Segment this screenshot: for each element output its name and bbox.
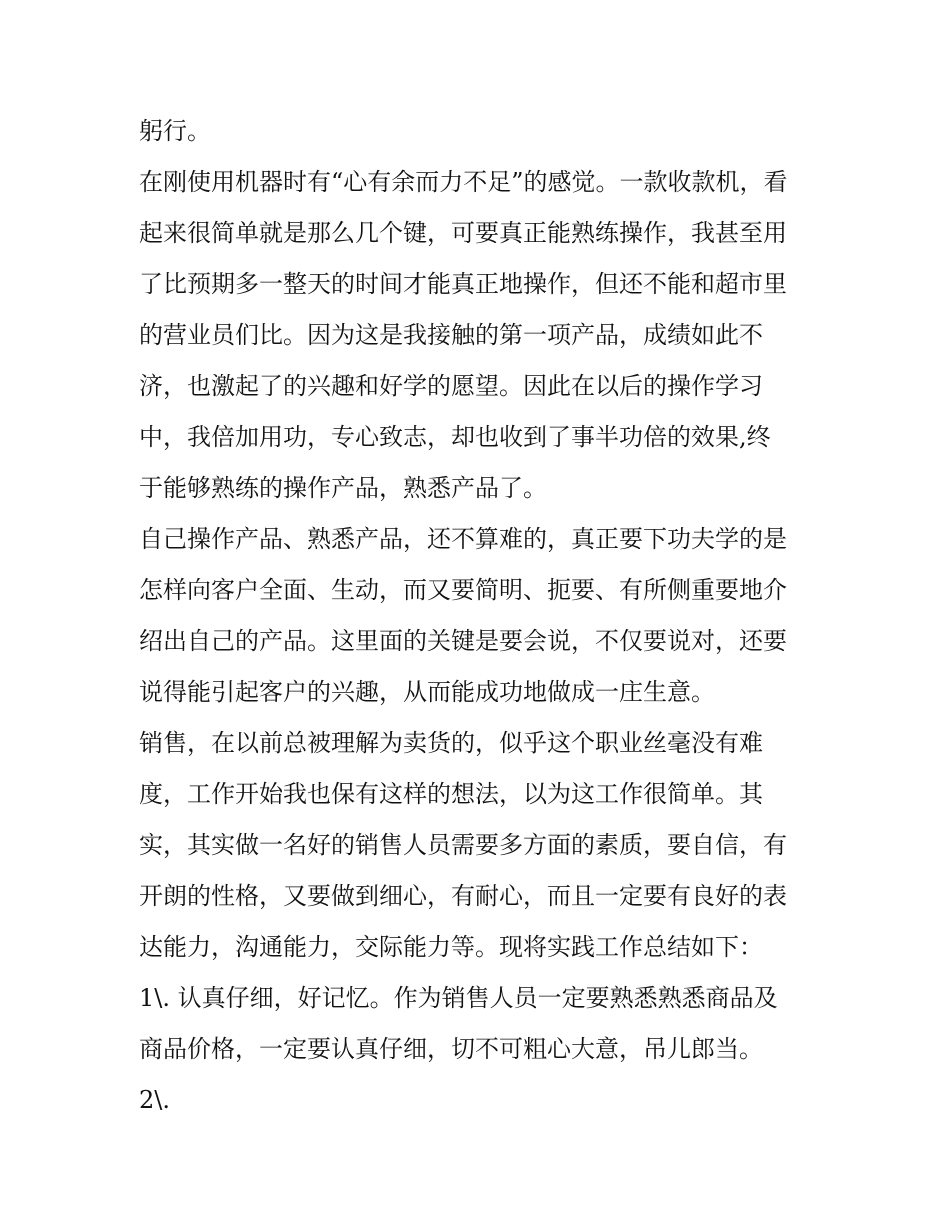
text-line: 中，我倍加用功，专心致志，却也收到了事半功倍的效果,终 xyxy=(139,423,771,451)
text-line: 躬行。 xyxy=(139,117,211,145)
text-line: 销售，在以前总被理解为卖货的，似乎这个职业丝毫没有难 xyxy=(139,729,763,757)
text-line: 实，其实做一名好的销售人员需要多方面的素质，要自信，有 xyxy=(139,831,787,859)
text-line: 在刚使用机器时有“心有余而力不足”的感觉。一款收款机，看 xyxy=(139,168,788,196)
text-line: 怎样向客户全面、生动，而又要简明、扼要、有所侧重要地介 xyxy=(139,576,787,604)
text-line: 说得能引起客户的兴趣，从而能成功地做成一庄生意。 xyxy=(139,678,715,706)
text-line: 起来很简单就是那么几个键，可要真正能熟练操作，我甚至用 xyxy=(139,219,787,247)
text-line: 1\. 认真仔细，好记忆。作为销售人员一定要熟悉熟悉商品及 xyxy=(139,984,778,1012)
text-line: 绍出自己的产品。这里面的关键是要会说，不仅要说对，还要 xyxy=(139,627,787,655)
text-line: 于能够熟练的操作产品，熟悉产品了。 xyxy=(139,474,547,502)
text-line: 开朗的性格，又要做到细心，有耐心，而且一定要有良好的表 xyxy=(139,882,787,910)
text-line: 商品价格，一定要认真仔细，切不可粗心大意，吊儿郎当。 xyxy=(139,1035,763,1063)
text-line: 达能力，沟通能力，交际能力等。现将实践工作总结如下： xyxy=(139,933,763,961)
text-line: 了比预期多一整天的时间才能真正地操作，但还不能和超市里 xyxy=(139,270,787,298)
body-text xyxy=(139,106,819,1126)
text-line: 自己操作产品、熟悉产品，还不算难的，真正要下功夫学的是 xyxy=(139,525,787,553)
text-line: 2\. xyxy=(139,1086,170,1114)
text-line: 济，也激起了的兴趣和好学的愿望。因此在以后的操作学习 xyxy=(139,372,763,400)
text-line: 的营业员们比。因为这是我接触的第一项产品，成绩如此不 xyxy=(139,321,763,349)
text-line: 度，工作开始我也保有这样的想法，以为这工作很简单。其 xyxy=(139,780,763,808)
